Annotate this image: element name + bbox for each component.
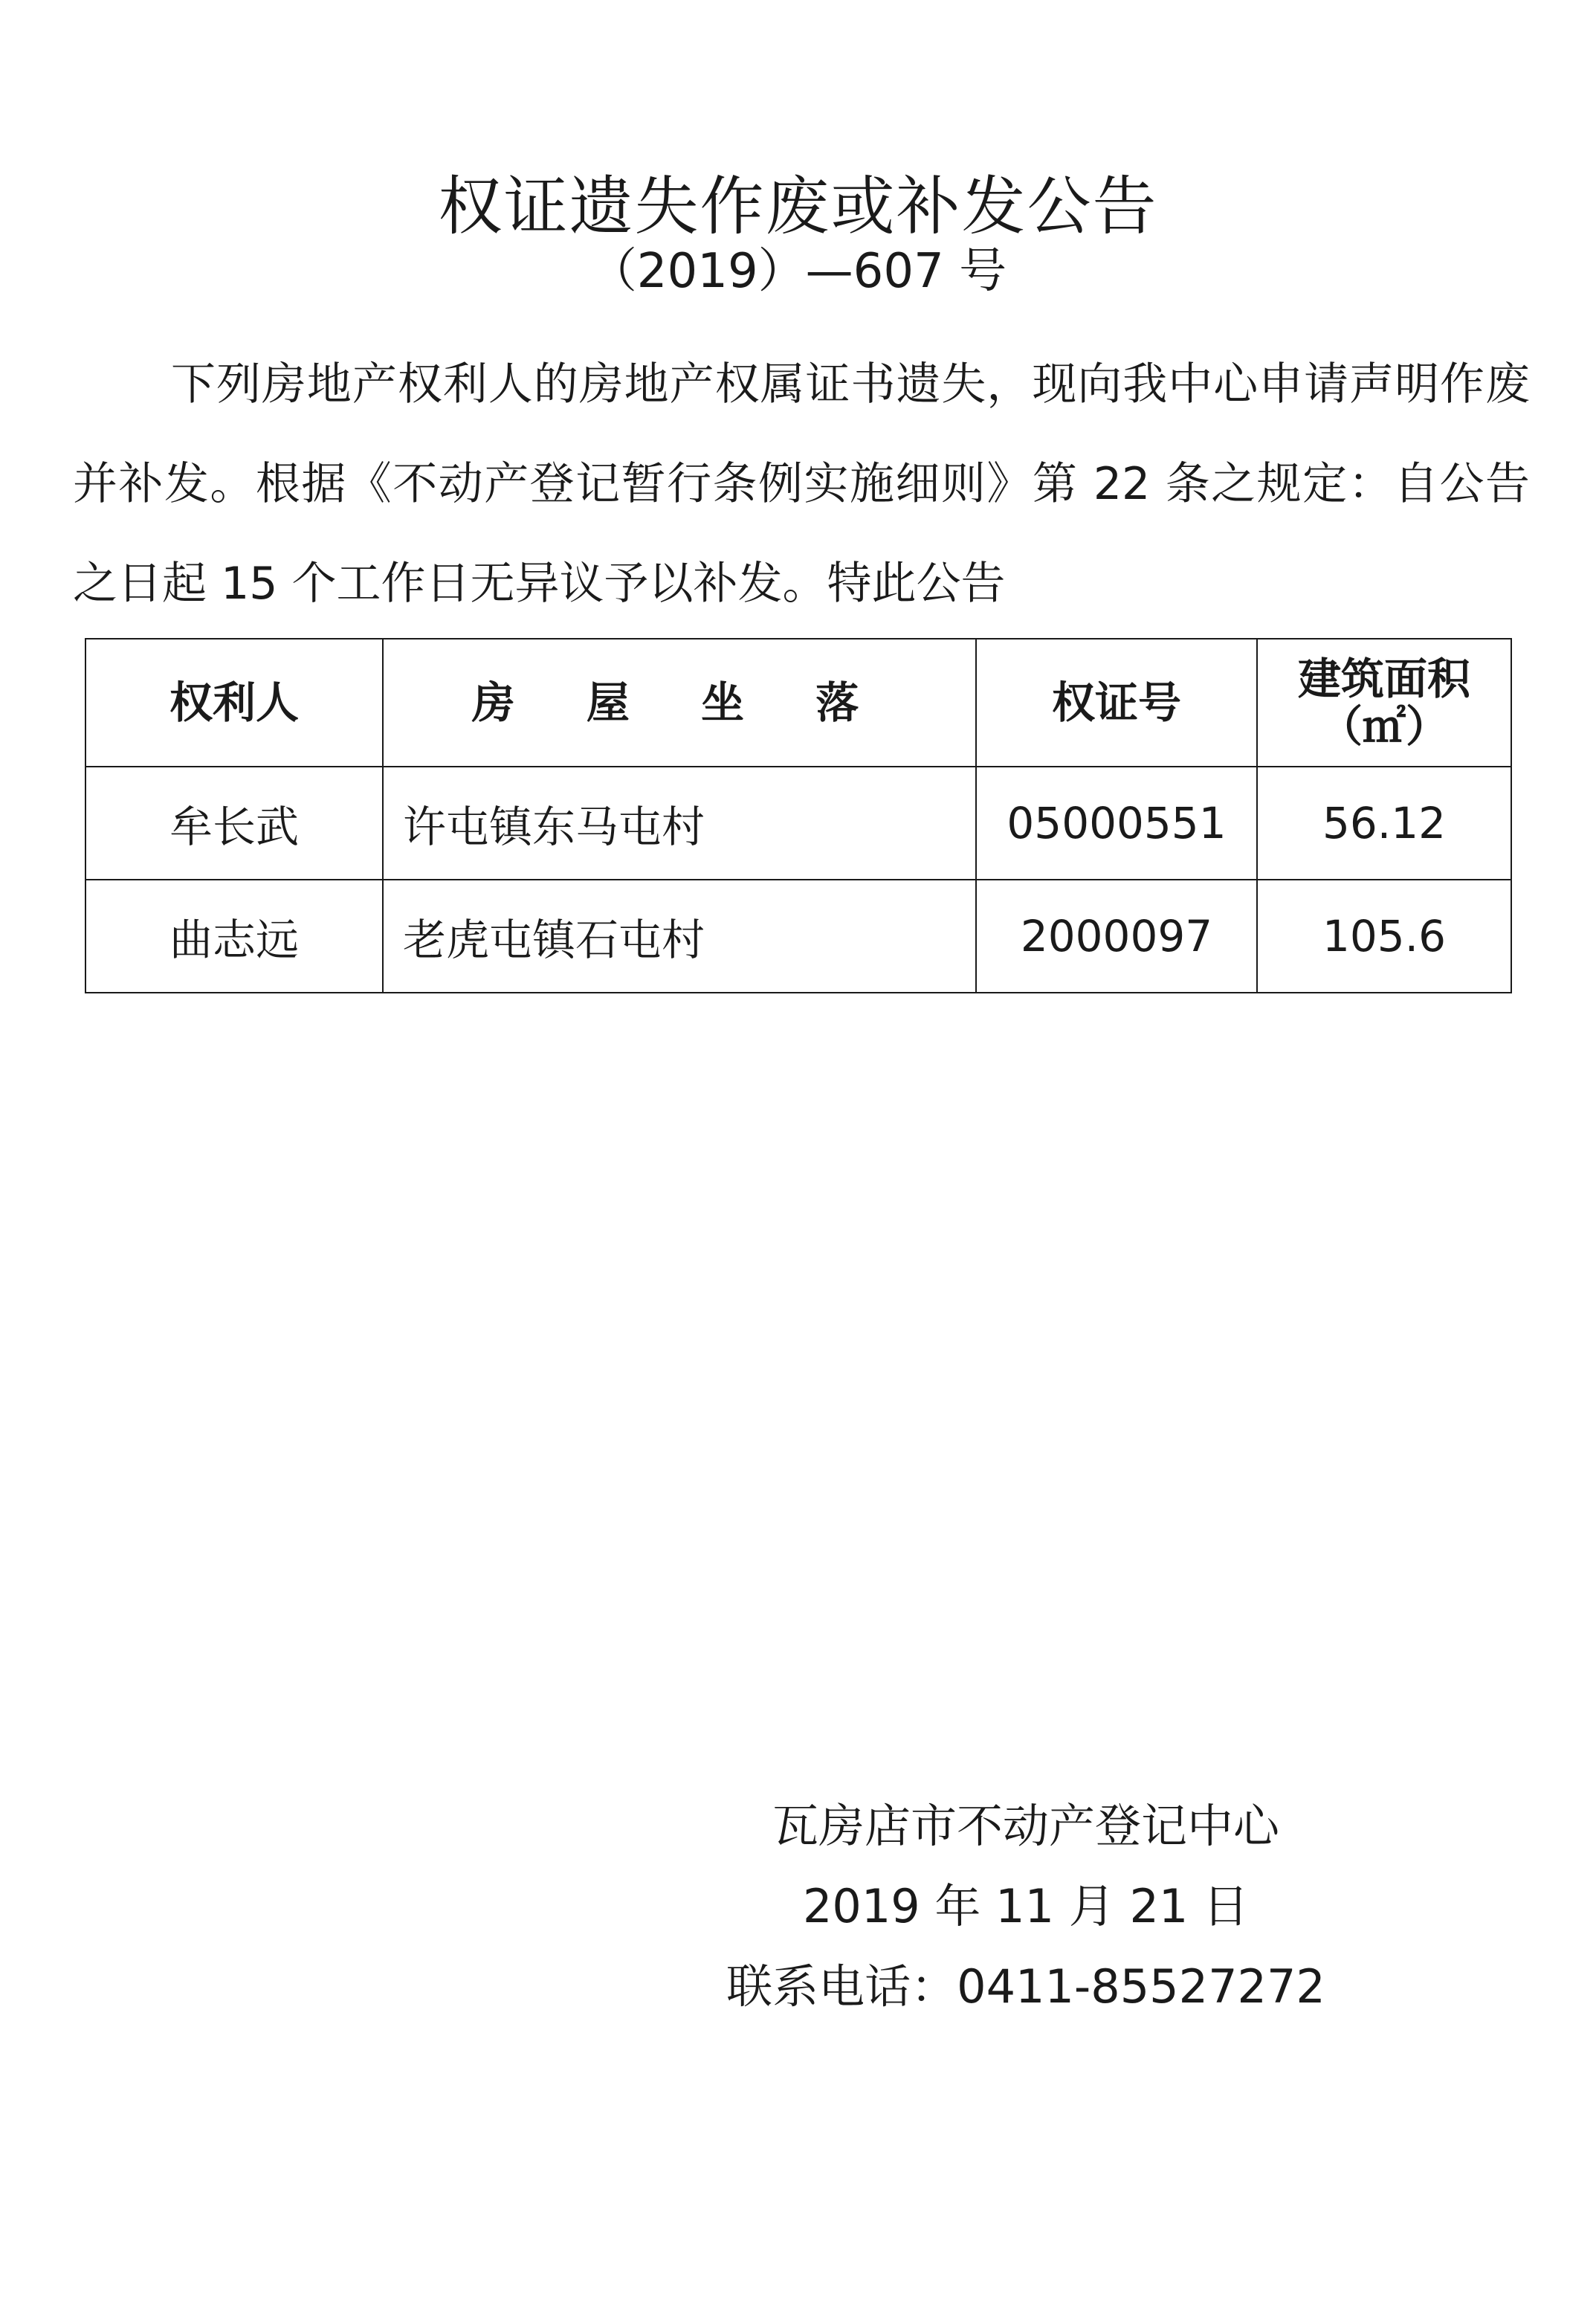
cell-cert-number: 2000097 [976, 880, 1257, 993]
signature-block [654, 1786, 1398, 2027]
document-number: （2019）—607 号 [589, 244, 1007, 299]
header-area-label: 建筑面积 [1297, 654, 1470, 704]
table-row [85, 880, 1511, 993]
issue-date: 2019 年 11 月 21 日 [802, 1879, 1250, 1933]
table-row [85, 767, 1511, 880]
notice-body-text: 下列房地产权利人的房地产权属证书遗失，现向我中心申请声明作废并补发。根据《不动产登记暂行条例实施细则》第 22 条之规定：自公告之日起 15 个工作日无异议予以补发。特此公告 [73, 358, 1530, 610]
cell-cert-number: 05000551 [976, 767, 1257, 880]
header-cert-number: 权证号 [976, 639, 1257, 767]
contact-phone: 联系电话：0411-85527272 [726, 1959, 1325, 2014]
header-area-unit: （㎡） [1319, 701, 1449, 752]
cell-owner: 曲志远 [85, 880, 383, 993]
page-title: 权证遗失作废或补发公告 [438, 169, 1158, 244]
cell-area: 56.12 [1257, 767, 1511, 880]
header-owner: 权利人 [85, 639, 383, 767]
cell-owner: 牟长武 [85, 767, 383, 880]
issuing-organization: 瓦房店市不动产登记中心 [772, 1799, 1279, 1853]
cell-address: 许屯镇东马屯村 [383, 767, 976, 880]
table-header-row [85, 639, 1511, 767]
cell-area: 105.6 [1257, 880, 1511, 993]
lost-certificates-table [85, 638, 1512, 993]
header-address: 房 屋 坐 落 [383, 639, 976, 767]
cell-address: 老虎屯镇石屯村 [383, 880, 976, 993]
header-area [1257, 639, 1511, 767]
